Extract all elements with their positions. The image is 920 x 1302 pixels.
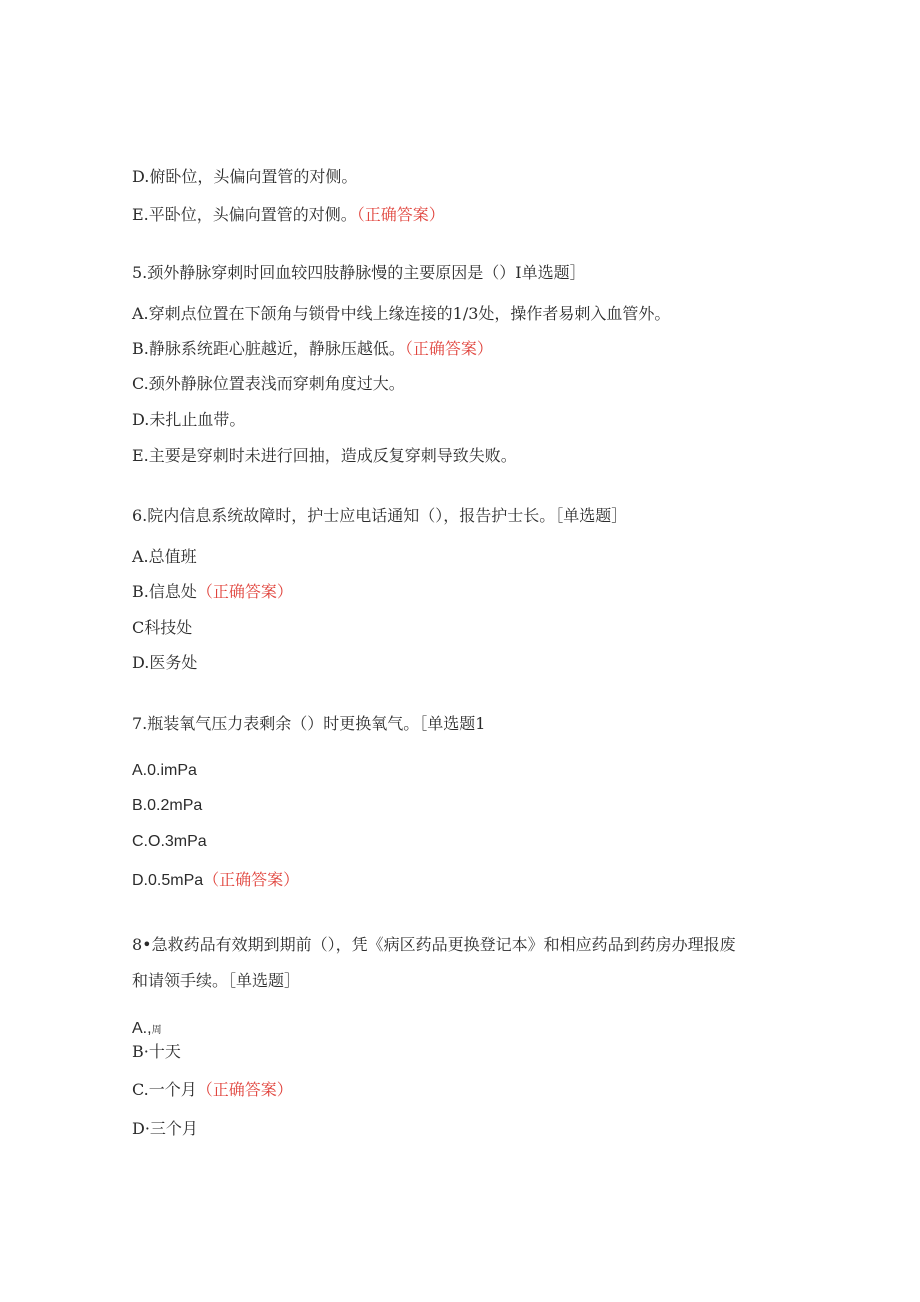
option-6a: A.总值班 [132,547,197,566]
option-8d: D·三个月 [132,1119,198,1138]
option-6b [132,582,293,602]
option-5b [132,339,493,359]
correct-answer-mark: （正确答案） [203,870,300,889]
option-8b: B·十天 [132,1042,181,1061]
question-7-text: 7.瓶装氧气压力表剩余（）时更换氧气。［单选题1 [132,714,486,733]
correct-answer-mark: （正确答案） [196,1080,293,1099]
option-8c [132,1080,293,1100]
option-6d: D.医务处 [132,653,198,672]
option-6b-text: B.信息处 [132,582,197,601]
option-7a: A.0.imPa [132,762,197,779]
question-8-text-line2: 和请领手续。［单选题］ [132,971,301,990]
option-8c-text: C.一个月 [132,1080,197,1099]
option-5b-text: B.静脉系统距心脏越近，静脉压越低。 [132,339,405,358]
question-8-text-line1: 8•急救药品有效期到期前（），凭《病区药品更换登记本》和相应药品到药房办理报废 [132,935,736,954]
option-8a [132,1018,162,1041]
option-7b: B.0.2mPa [132,797,203,814]
option-5d: D.未扎止血带。 [132,410,246,429]
option-7c: C.O.3mPa [132,833,207,850]
correct-answer-mark: （正确答案） [404,339,493,358]
option-4d: D.俯卧位，头偏向置管的对侧。 [132,167,358,186]
option-5a: A.穿刺点位置在下颌角与锁骨中线上缘连接的1/3处，操作者易刺入血管外。 [132,304,671,323]
option-5e: E.主要是穿刺时未进行回抽，造成反复穿刺导致失败。 [132,446,517,465]
correct-answer-mark: （正确答案） [356,205,445,224]
option-4e-text: E.平卧位，头偏向置管的对侧。 [132,205,357,224]
option-7d [132,870,299,891]
option-8a-small-text: 周 [151,1025,162,1036]
option-6c: C科技处 [132,618,193,637]
option-8a-text: A., [132,1020,152,1037]
question-6-text: 6.院内信息系统故障时，护士应电话通知（），报告护士长。［单选题］ [132,506,628,525]
option-5c: C.颈外静脉位置表浅而穿刺角度过大。 [132,374,405,393]
question-5-text: 5.颈外静脉穿刺时回血较四肢静脉慢的主要原因是（）I单选题］ [132,263,586,282]
option-4e [132,205,445,225]
option-7d-text: D.0.5mPa [132,872,204,889]
correct-answer-mark: （正确答案） [196,582,293,601]
